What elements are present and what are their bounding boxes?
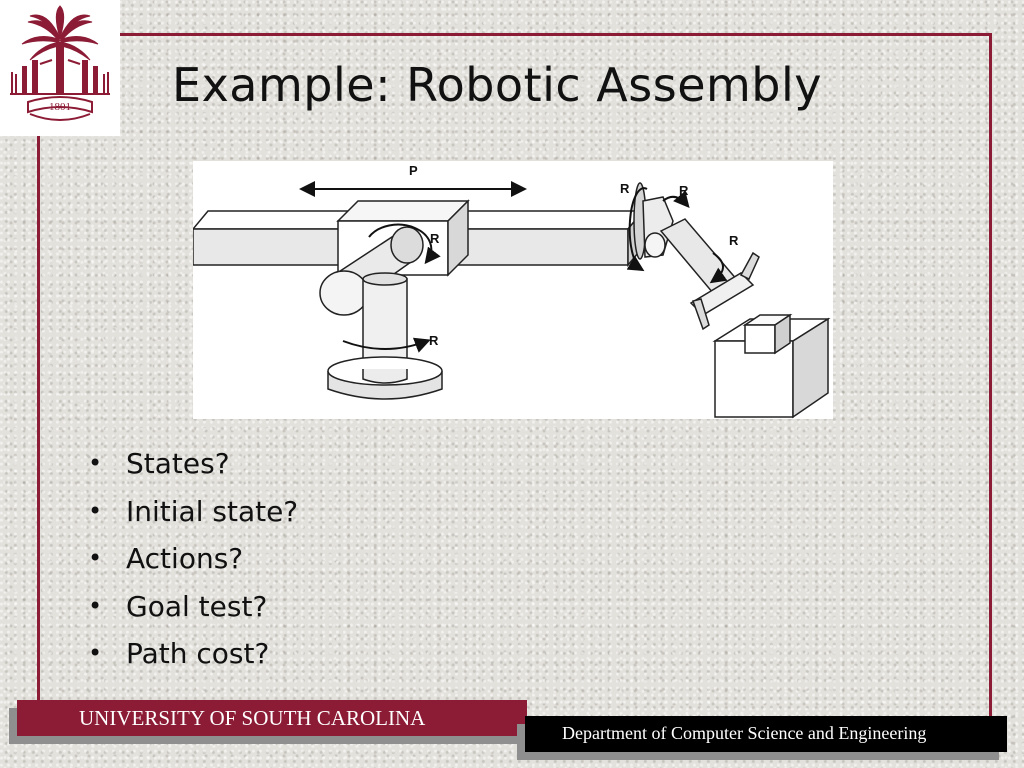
bullet-text: States? (126, 447, 230, 480)
label-revolute-base: R (429, 333, 439, 348)
bullet-marker: • (88, 496, 103, 525)
university-name: UNIVERSITY OF SOUTH CAROLINA (79, 706, 426, 730)
frame-top-line (37, 33, 992, 36)
bullet-marker: • (88, 639, 103, 667)
palmetto-tree-icon (0, 0, 120, 136)
label-revolute-carriage: R (430, 231, 440, 246)
robot-arm-diagram (193, 161, 833, 419)
bullet-item (88, 630, 298, 678)
bullet-marker: • (88, 591, 103, 620)
robot-arm-drawing (193, 183, 828, 417)
university-footer-bar (17, 700, 527, 736)
department-name: Department of Computer Science and Engineering (562, 723, 927, 743)
label-revolute-forearm: R (729, 233, 739, 248)
university-logo (0, 0, 120, 136)
label-revolute-wrist-1: R (620, 181, 630, 196)
frame-left-line (37, 36, 40, 704)
bullet-marker: • (88, 544, 103, 572)
logo-year: 1801 (49, 101, 71, 113)
bullet-text: Path cost? (126, 637, 270, 670)
bullet-marker: • (88, 449, 103, 477)
label-revolute-wrist-2: R (679, 183, 689, 198)
frame-right-line (989, 33, 992, 723)
bullet-text: Initial state? (126, 494, 299, 528)
label-prismatic: P (409, 163, 418, 178)
bullet-item (88, 440, 298, 488)
bullet-list (88, 440, 298, 678)
bullet-text: Actions? (126, 542, 244, 575)
department-footer-bar (525, 716, 1007, 752)
bullet-text: Goal test? (126, 589, 268, 623)
bullet-item (88, 488, 298, 536)
slide-title: Example: Robotic Assembly (172, 58, 823, 112)
bullet-item (88, 583, 298, 631)
bullet-item (88, 535, 298, 583)
